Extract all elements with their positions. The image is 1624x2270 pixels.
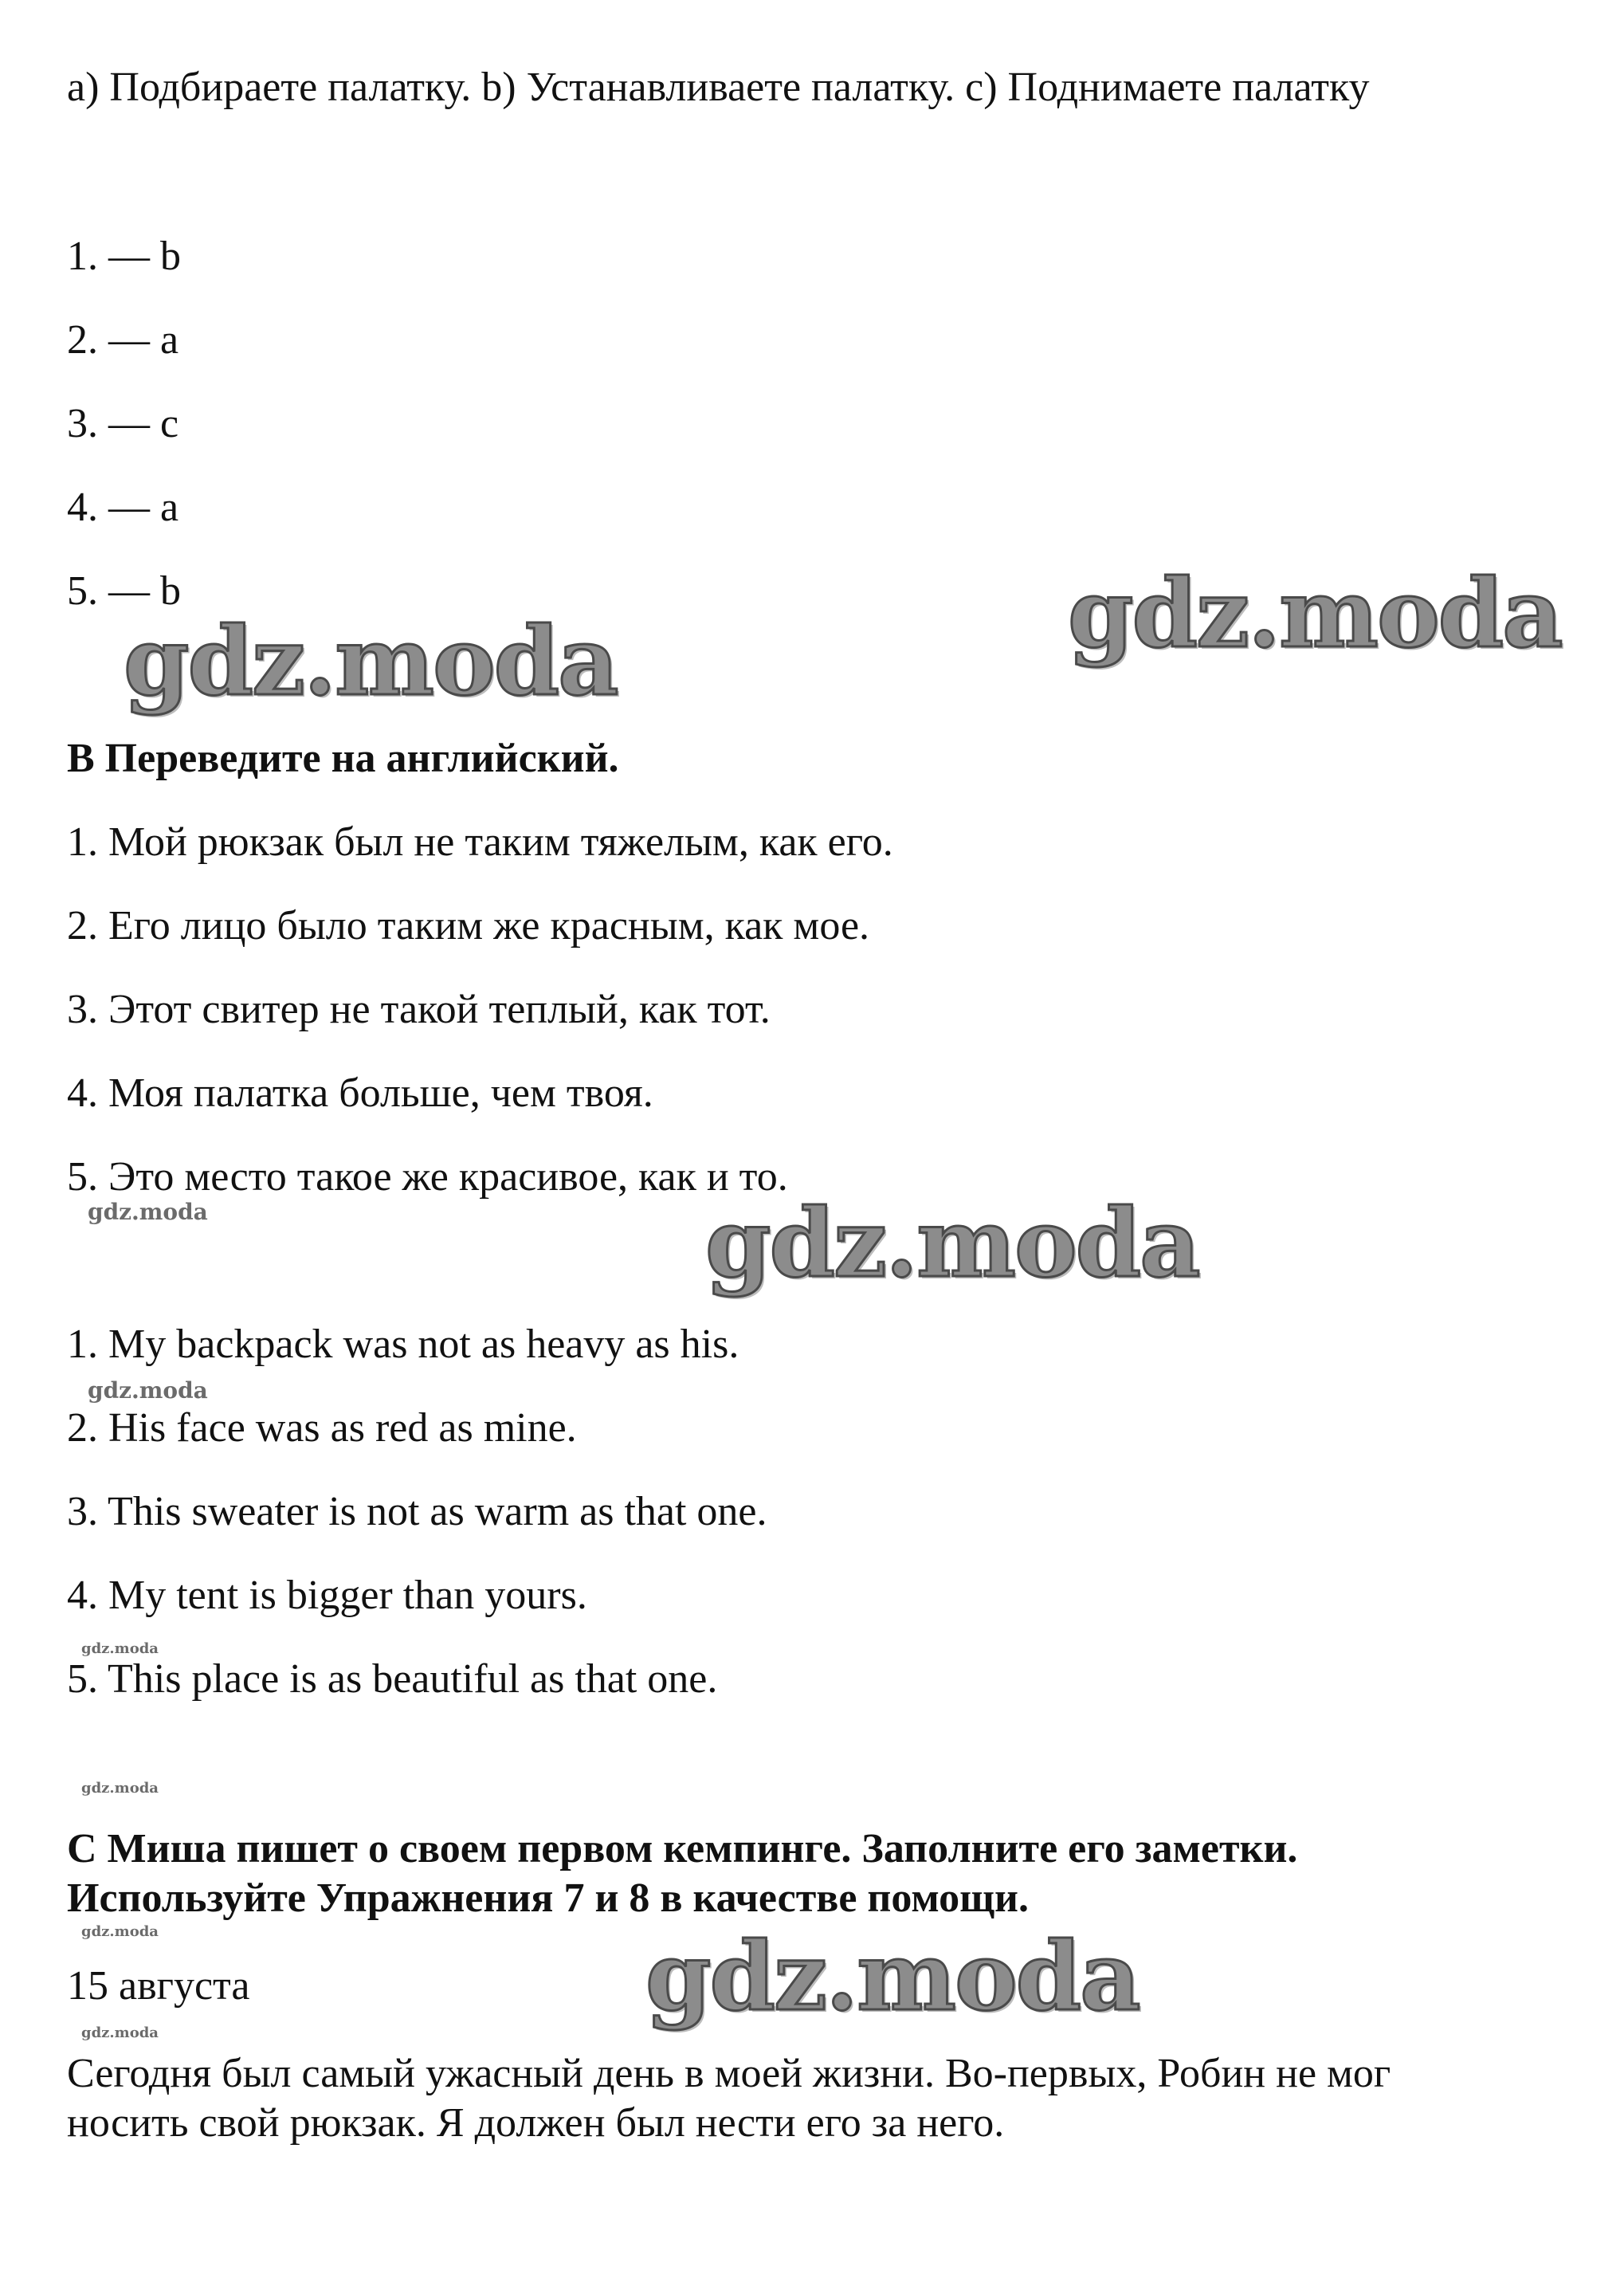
english-sentence-3: 3. This sweater is not as warm as that one. <box>67 1489 767 1534</box>
watermark-small: gdz.moda <box>88 1377 208 1404</box>
watermark-logo: gdz.moda <box>1068 558 1562 669</box>
diary-text-line1: Сегодня был самый ужасный день в моей жизни. Во-первых, Робин не мог <box>67 2051 1391 2096</box>
watermark-logo: gdz.moda <box>705 1188 1199 1298</box>
answer-2: 2. — a <box>67 317 179 363</box>
diary-date: 15 августа <box>67 1963 250 2009</box>
answer-4: 4. — a <box>67 485 179 530</box>
watermark-tiny: gdz.moda <box>81 2025 159 2041</box>
watermark-small: gdz.moda <box>88 1199 208 1225</box>
russian-sentence-5: 5. Это место такое же красивое, как и то. <box>67 1154 788 1200</box>
diary-text-line2: носить свой рюкзак. Я должен был нести его за него. <box>67 2100 1005 2146</box>
section-b-heading: B Переведите на английский. <box>67 736 619 781</box>
answer-5: 5. — b <box>67 568 181 614</box>
russian-sentence-3: 3. Этот свитер не такой теплый, как тот. <box>67 987 771 1032</box>
russian-sentence-1: 1. Мой рюкзак был не таким тяжелым, как его. <box>67 819 893 865</box>
answer-1: 1. — b <box>67 234 181 279</box>
watermark-tiny: gdz.moda <box>81 1780 159 1797</box>
answer-3: 3. — c <box>67 401 179 446</box>
english-sentence-1: 1. My backpack was not as heavy as his. <box>67 1322 739 1367</box>
russian-sentence-4: 4. Моя палатка больше, чем твоя. <box>67 1070 653 1116</box>
watermark-tiny: gdz.moda <box>81 1640 159 1657</box>
section-c-heading-line2: Используйте Упражнения 7 и 8 в качестве помощи. <box>67 1875 1029 1921</box>
english-sentence-5: 5. This place is as beautiful as that one. <box>67 1656 718 1702</box>
watermark-logo: gdz.moda <box>124 606 618 717</box>
section-c-heading-line1: C Миша пишет о своем первом кемпинге. Заполните его заметки. <box>67 1826 1298 1871</box>
russian-sentence-2: 2. Его лицо было таким же красным, как мое. <box>67 903 870 948</box>
watermark-tiny: gdz.moda <box>81 1923 159 1940</box>
english-sentence-4: 4. My tent is bigger than yours. <box>67 1573 587 1618</box>
english-sentence-2: 2. His face was as red as mine. <box>67 1405 577 1451</box>
watermark-logo: gdz.moda <box>645 1921 1140 2032</box>
options-line: a) Подбираете палатку. b) Устанавливаете палатку. c) Поднимаете палатку <box>67 65 1370 110</box>
